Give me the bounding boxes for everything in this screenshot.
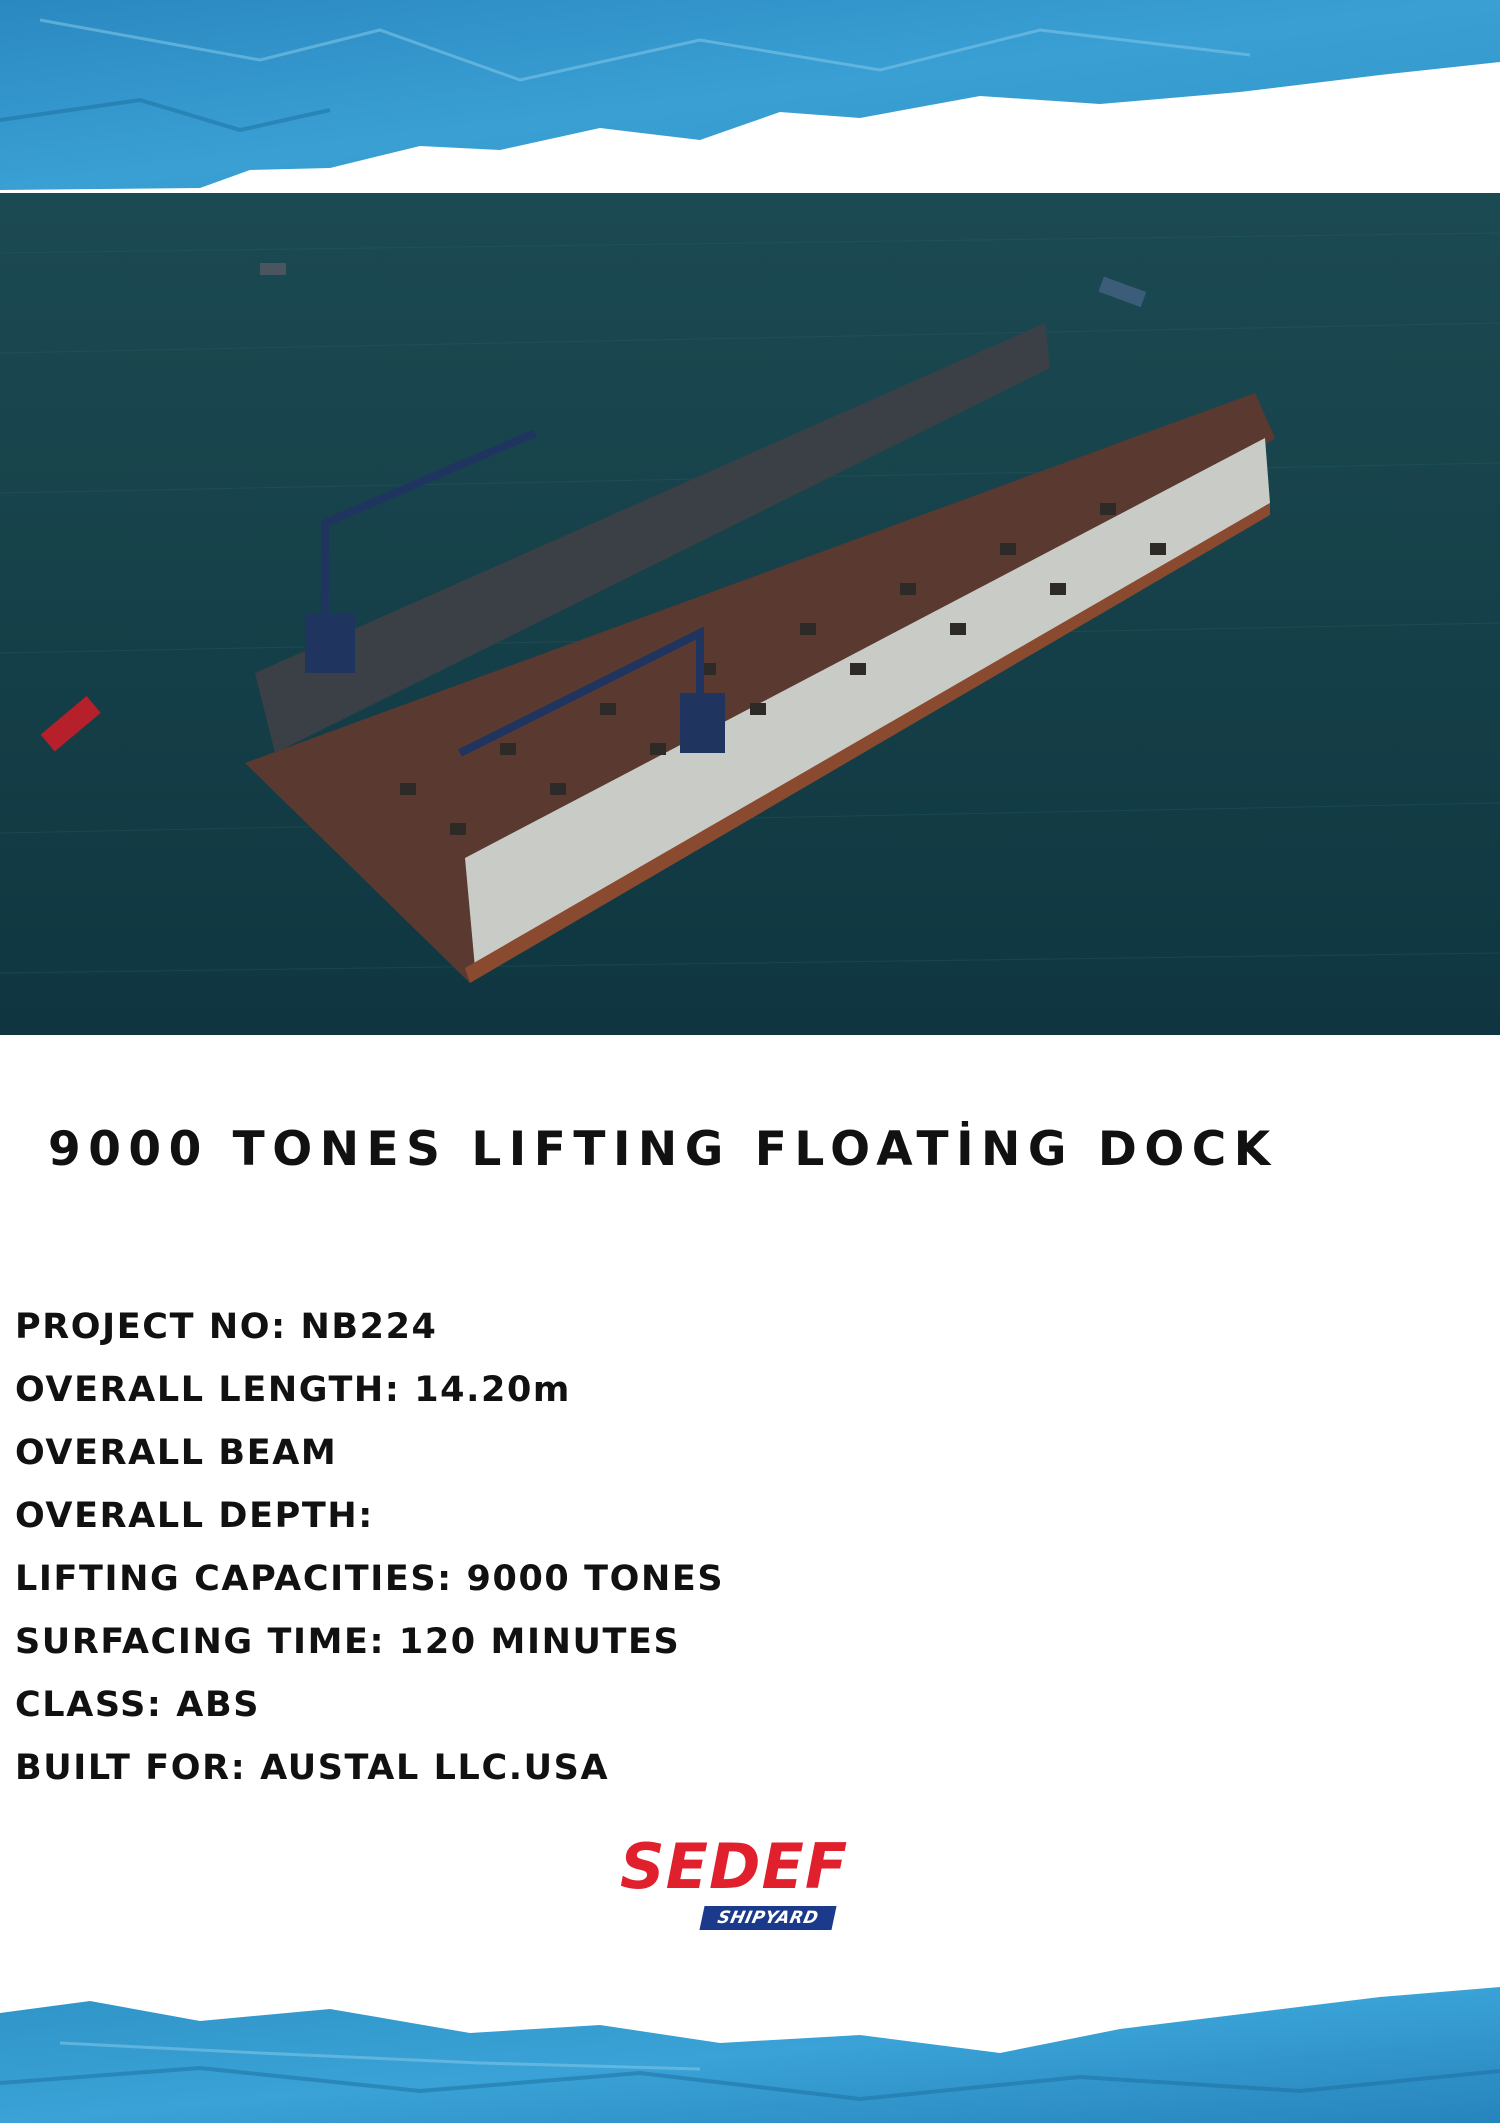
spec-lifting-capacities: LIFTING CAPACITIES: 9000 TONES [15,1559,725,1599]
spec-built-for: BUILT FOR: AUSTAL LLC.USA [15,1748,610,1788]
floating-dock-photo [0,193,1500,1035]
spec-overall-length: OVERALL LENGTH: 14.20m [15,1370,571,1410]
torn-paper-bottom [0,1973,1500,2123]
spec-list [15,1296,724,1800]
spec-overall-depth: OVERALL DEPTH: [15,1496,374,1536]
logo-wordmark: SEDEF [620,1830,849,1903]
document-title: 9000 TONES LIFTING FLOATİNG DOCK [48,1122,1278,1177]
spec-overall-beam: OVERALL BEAM [15,1433,338,1473]
sedef-shipyard-logo [620,1830,880,1930]
spec-class: CLASS: ABS [15,1685,261,1725]
torn-paper-top [0,0,1500,200]
spec-project-no: PROJECT NO: NB224 [15,1307,438,1347]
logo-subtitle: SHIPYARD [699,1906,836,1930]
spec-surfacing-time: SURFACING TIME: 120 MINUTES [15,1622,681,1662]
